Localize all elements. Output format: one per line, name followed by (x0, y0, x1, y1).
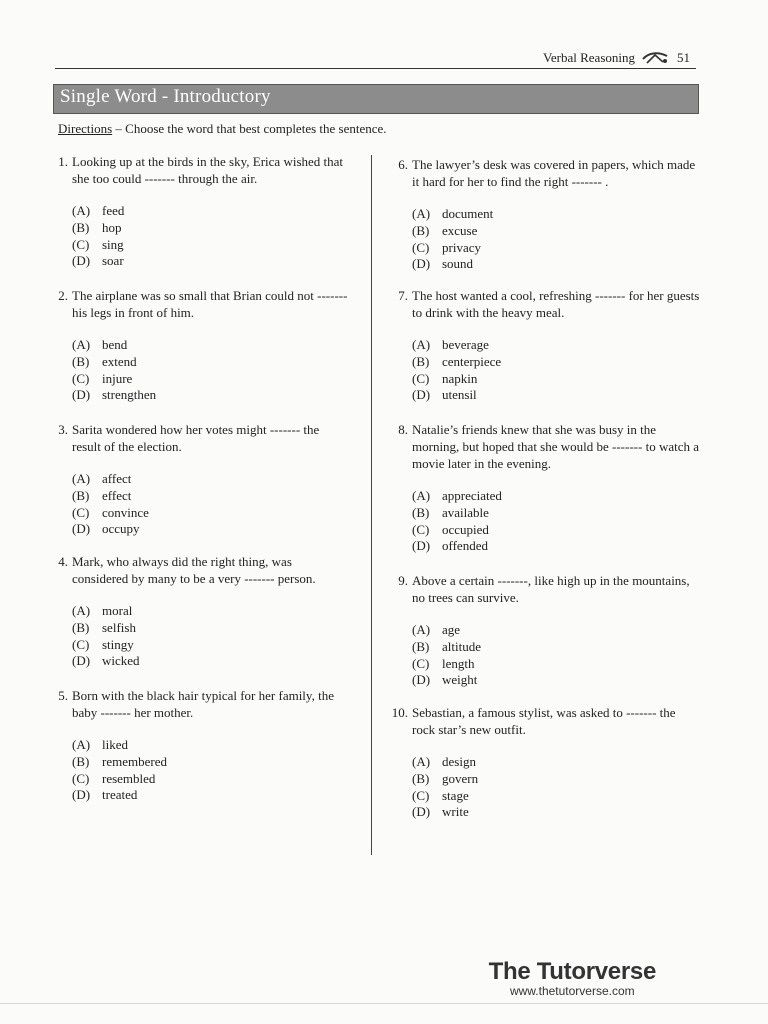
answer-options (412, 488, 700, 555)
question-stem: Sarita wondered how her votes might ------- the result of the election. (72, 422, 320, 454)
brand-footer (489, 958, 656, 998)
answer-option: (B) effect (72, 487, 132, 503)
brand-name: The Tutorverse (488, 958, 656, 985)
answer-option: (C) privacy (412, 239, 481, 255)
question-number: 5. (58, 688, 68, 703)
question-stem: Looking up at the birds in the sky, Erica wished that she too could ------- through the air. (72, 154, 344, 186)
answer-option: (B) selfish (72, 619, 136, 635)
bottom-rule (0, 1003, 768, 1004)
question-number: 7. (398, 288, 408, 303)
running-header (543, 50, 690, 66)
answer-options (72, 337, 350, 404)
answer-option: (C) injure (72, 370, 133, 386)
answer-option: (A) age (412, 622, 461, 637)
question-2 (50, 287, 350, 404)
answer-option: (D) offended (412, 538, 488, 554)
question-6 (390, 156, 700, 273)
answer-option: (D) occupy (72, 521, 140, 537)
question-5 (50, 687, 350, 804)
question-number: 9. (398, 573, 408, 588)
question-10 (390, 704, 700, 821)
answer-option: (A) appreciated (412, 488, 502, 503)
answer-option: (C) stingy (72, 636, 134, 652)
answer-option: (C) sing (72, 236, 124, 252)
answer-option: (C) occupied (412, 521, 489, 537)
answer-option: (D) strengthen (72, 387, 157, 403)
section-title: Single Word - Introductory (60, 86, 271, 107)
answer-options (72, 603, 350, 670)
question-stem: Above a certain -------, like high up in the mountains, no trees can survive. (412, 573, 690, 605)
answer-option: (A) design (412, 754, 476, 769)
answer-option: (D) treated (72, 787, 138, 803)
question-number: 1. (58, 154, 68, 169)
brand-url: www.thetutorverse.com (509, 984, 635, 998)
question-9 (390, 572, 700, 689)
answer-option: (B) altitude (412, 638, 481, 654)
column-divider (371, 155, 372, 855)
question-stem: The airplane was so small that Brian could not ------- his legs in front of him. (72, 288, 348, 320)
answer-option: (A) moral (72, 603, 133, 618)
answer-options (412, 754, 700, 821)
answer-options (412, 206, 700, 273)
answer-option: (B) remembered (72, 753, 167, 769)
answer-option: (D) utensil (412, 387, 477, 403)
answer-option: (C) stage (412, 787, 469, 803)
question-3 (50, 421, 350, 538)
answer-option: (A) bend (72, 337, 128, 352)
answer-option: (D) weight (412, 672, 478, 688)
answer-options (412, 622, 700, 689)
answer-option: (D) soar (72, 253, 124, 269)
answer-option: (A) liked (72, 737, 128, 752)
question-stem: Born with the black hair typical for her family, the baby ------- her mother. (72, 688, 334, 720)
page-number: 51 (677, 50, 690, 65)
answer-options (72, 737, 350, 804)
answer-option: (D) write (412, 804, 469, 820)
answer-option: (D) wicked (72, 653, 140, 669)
question-number: 3. (58, 422, 68, 437)
answer-options (412, 337, 700, 404)
directions (58, 121, 387, 137)
answer-option: (A) affect (72, 471, 132, 486)
question-number: 8. (398, 422, 408, 437)
section-banner (53, 84, 699, 114)
question-stem: The lawyer’s desk was covered in papers, which made it hard for her to find the right ------- . (412, 157, 696, 189)
question-stem: Sebastian, a famous stylist, was asked to ------- the rock star’s new outfit. (412, 705, 676, 737)
answer-option: (C) convince (72, 504, 149, 520)
answer-option: (B) govern (412, 770, 479, 786)
answer-option: (A) feed (72, 203, 125, 218)
question-number: 4. (58, 554, 68, 569)
tutorverse-logo-icon (641, 50, 671, 66)
question-7 (390, 287, 700, 404)
question-number: 6. (398, 157, 408, 172)
answer-option: (B) available (412, 504, 489, 520)
question-stem: Natalie’s friends knew that she was busy in the morning, but hoped that she would be ------- to watch a movie later in the evening. (412, 422, 700, 471)
answer-option: (A) document (412, 206, 494, 221)
question-number: 2. (58, 288, 68, 303)
answer-options (72, 471, 350, 538)
directions-label: Directions (58, 121, 113, 136)
question-8 (390, 421, 700, 555)
answer-option: (C) napkin (412, 370, 478, 386)
question-stem: Mark, who always did the right thing, was considered by many to be a very ------- person. (72, 554, 316, 586)
directions-text: – Choose the word that best completes the sentence. (112, 121, 387, 136)
header-rule (55, 68, 696, 69)
answer-options (72, 203, 350, 270)
answer-option: (C) length (412, 655, 475, 671)
answer-option: (A) beverage (412, 337, 489, 352)
section-name: Verbal Reasoning (542, 50, 635, 65)
answer-option: (B) centerpiece (412, 353, 502, 369)
question-4 (50, 553, 350, 670)
answer-option: (D) sound (412, 256, 474, 272)
question-stem: The host wanted a cool, refreshing ------- for her guests to drink with the heavy meal. (412, 288, 700, 320)
question-number: 10. (391, 705, 408, 720)
answer-option: (B) extend (72, 353, 137, 369)
question-1 (50, 153, 350, 270)
answer-option: (C) resembled (72, 770, 156, 786)
answer-option: (B) excuse (412, 222, 478, 238)
answer-option: (B) hop (72, 219, 122, 235)
